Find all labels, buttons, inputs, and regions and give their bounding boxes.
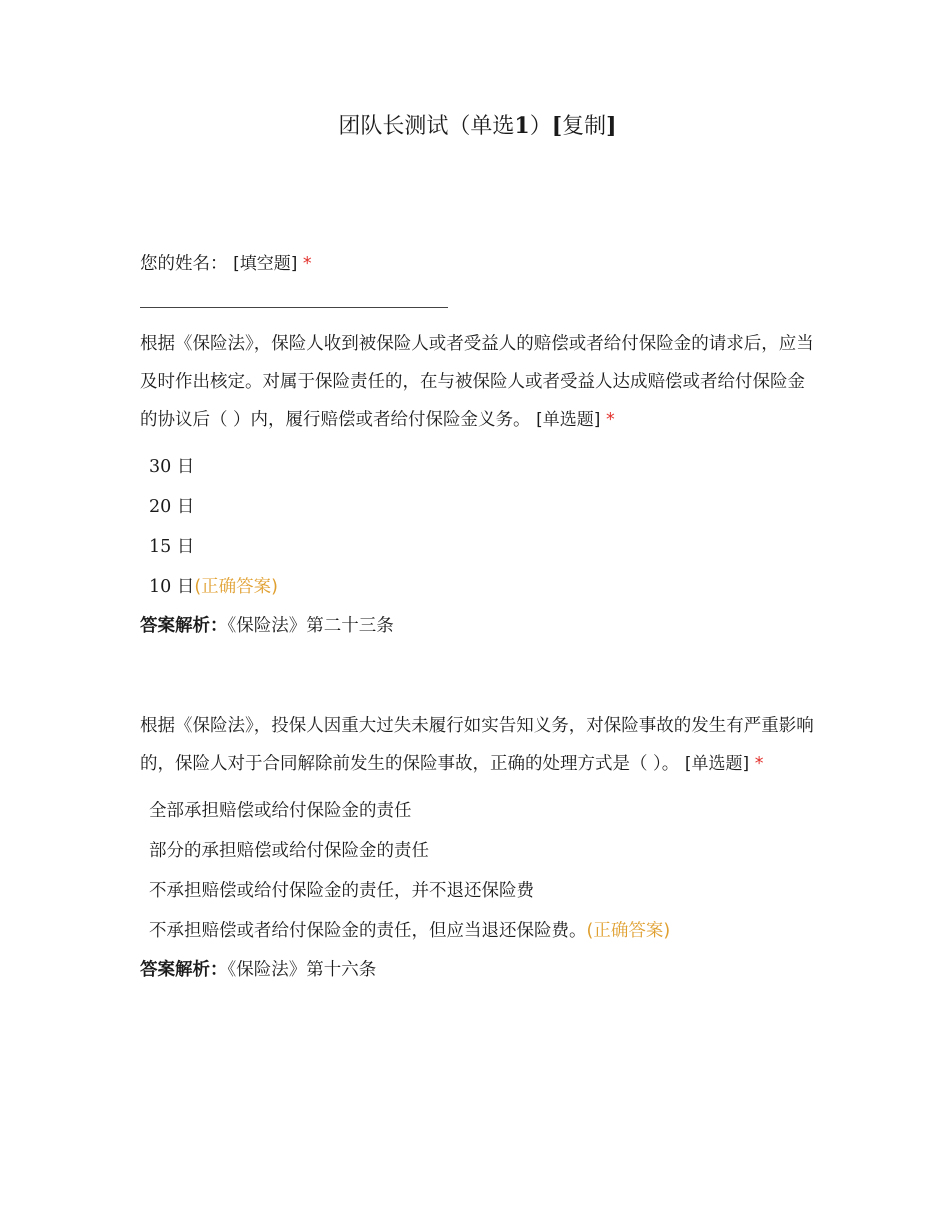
- option-item[interactable]: 30 日: [149, 457, 195, 477]
- question-3-text: 根据《保险法》，投保人因重大过失未履行如实告知义务，对保险事故的发生有严重影响的，保险人对于合同解除前发生的保险事故，正确的处理方式是（ ）。 [单选题] *: [140, 716, 814, 774]
- option-item[interactable]: 不承担赔偿或给付保险金的责任，并不退还保险费: [149, 881, 534, 901]
- question-3-options: [140, 791, 815, 951]
- answer-analysis: [140, 607, 815, 645]
- question-2: [140, 325, 815, 645]
- question-2-text: 根据《保险法》，保险人收到被保险人或者受益人的赔偿或者给付保险金的请求后，应当及时作出核定。对属于保险责任的，在与被保险人或者受益人达成赔偿或者给付保险金的协议后（ ）内，履行赔偿或者给付保险金义务。 [单选题] *: [140, 334, 814, 430]
- option-item[interactable]: 不承担赔偿或者给付保险金的责任，但应当退还保险费。(正确答案): [149, 921, 671, 941]
- analysis-label: 答案解析：: [140, 616, 228, 636]
- required-mark: *: [605, 410, 615, 430]
- title-copy-tag: 复制: [562, 114, 607, 139]
- option-item[interactable]: 全部承担赔偿或给付保险金的责任: [149, 801, 412, 821]
- question-type-tag: [单选题]: [536, 410, 601, 430]
- question-3: [140, 707, 815, 989]
- analysis-text: 《保险法》第二十三条: [227, 616, 394, 636]
- analysis-label: 答案解析：: [140, 960, 228, 980]
- page-title: 团队长测试（单选1）[复制]: [338, 113, 617, 139]
- option-item[interactable]: 10 日(正确答案): [149, 577, 279, 597]
- option-item[interactable]: 部分的承担赔偿或给付保险金的责任: [149, 841, 429, 861]
- option-item[interactable]: 15 日: [149, 537, 195, 557]
- required-mark: *: [302, 254, 312, 274]
- question-1-text: 您的姓名： [填空题] *: [140, 254, 312, 274]
- question-1: [140, 245, 815, 308]
- question-2-options: [140, 447, 815, 607]
- correct-answer-mark: (正确答案): [194, 577, 279, 597]
- question-type-tag: [单选题]: [684, 754, 750, 774]
- name-answer-blank[interactable]: [140, 307, 448, 308]
- question-type-tag: [填空题]: [233, 254, 298, 274]
- required-mark: *: [754, 754, 764, 774]
- analysis-text: 《保险法》第十六条: [227, 960, 377, 980]
- answer-analysis: [140, 951, 815, 989]
- option-item[interactable]: 20 日: [149, 497, 195, 517]
- correct-answer-mark: (正确答案): [586, 921, 671, 941]
